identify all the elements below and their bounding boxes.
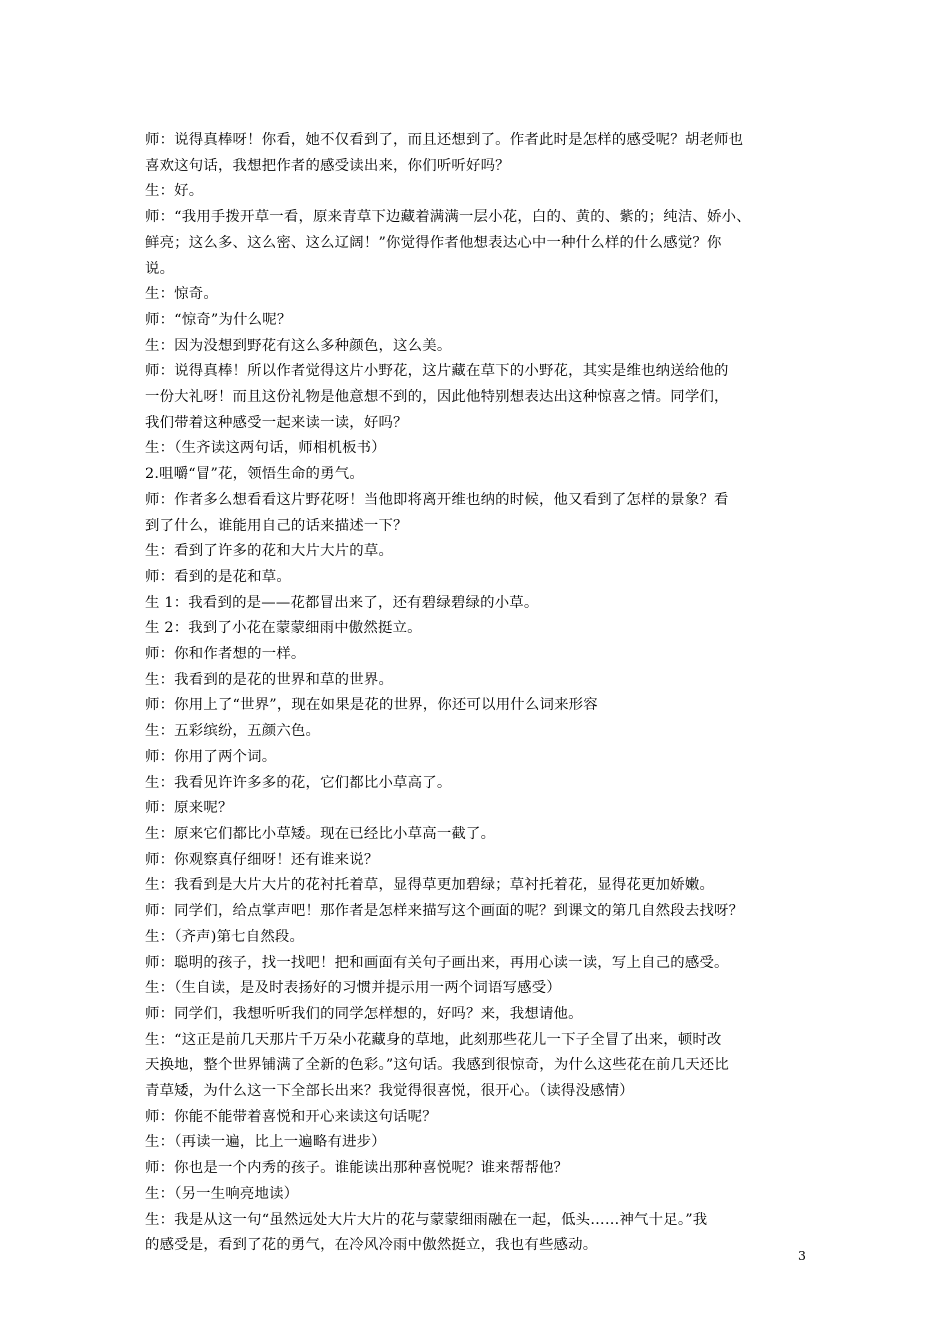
- text-line: 生：（齐声)第七自然段。: [145, 928, 305, 945]
- text-line: 生：我看见许许多多的花，它们都比小草高了。: [145, 774, 452, 791]
- text-line: 说。: [145, 260, 175, 277]
- text-line: 天换地，整个世界铺满了全新的色彩。”这句话。我感到很惊奇，为什么这些花在前几天还比: [145, 1057, 729, 1074]
- text-line: 生：看到了许多的花和大片大片的草。: [145, 543, 394, 560]
- text-line: 生 1：我看到的是——花都冒出来了，还有碧绿碧绿的小草。: [145, 594, 539, 611]
- text-line: 生：（另一生响亮地读）: [145, 1185, 299, 1202]
- text-line: 生：惊奇。: [145, 286, 218, 303]
- text-line: 2.咀嚼“冒”花，领悟生命的勇气。: [145, 466, 364, 483]
- text-line: 师：同学们，给点掌声吧！那作者是怎样来描写这个画面的呢？到课文的第几自然段去找呀？: [145, 903, 744, 920]
- text-line: 师：说得真棒呀！你看，她不仅看到了，而且还想到了。作者此时是怎样的感受呢？胡老师也: [145, 132, 744, 148]
- text-line: 生：五彩缤纷，五颜六色。: [145, 723, 321, 740]
- text-line: 师：你能不能带着喜悦和开心来读这句话呢？: [145, 1108, 437, 1125]
- text-line: 师：看到的是花和草。: [145, 568, 291, 585]
- text-line: 青草矮，为什么这一下全部长出来？我觉得很喜悦，很开心。（读得没感情）: [145, 1083, 634, 1100]
- page-number: 3: [798, 1248, 806, 1263]
- text-line: 的感受是，看到了花的勇气，在冷风冷雨中傲然挺立，我也有些感动。: [145, 1237, 598, 1254]
- text-line: 师：原来呢？: [145, 800, 233, 817]
- text-line: 师：你用上了“世界”，现在如果是花的世界，你还可以用什么词来形容: [145, 697, 598, 714]
- text-line: 师：聪明的孩子，找一找吧！把和画面有关句子画出来，再用心读一读，写上自己的感受。: [145, 954, 729, 971]
- text-line: 师：你用了两个词。: [145, 748, 277, 765]
- text-line: 生：好。: [145, 183, 204, 200]
- text-line: 师：你观察真仔细呀！还有谁来说？: [145, 851, 379, 868]
- text-line: 生：我看到是大片大片的花衬托着草，显得草更加碧绿；草衬托着花，显得花更加娇嫩。: [145, 877, 715, 894]
- text-line: 生：原来它们都比小草矮。现在已经比小草高一截了。: [145, 825, 496, 842]
- text-line: 生：（再读一遍，比上一遍略有进步）: [145, 1134, 386, 1151]
- text-line: 师：同学们，我想听听我们的同学怎样想的，好吗？来，我想请他。: [145, 1005, 583, 1022]
- text-line: 生：我是从这一句“虽然远处大片大片的花与蒙蒙细雨融在一起，低头……神气十足。”我: [145, 1211, 708, 1228]
- text-line: 生：（生齐读这两句话，师相机板书）: [145, 440, 386, 457]
- text-line: 师：说得真棒！所以作者觉得这片小野花，这片藏在草下的小野花，其实是维也纳送给他的: [145, 363, 729, 380]
- text-line: 鲜亮；这么多、这么密、这么辽阔！”你觉得作者他想表达心中一种什么样的什么感觉？你: [145, 234, 722, 251]
- text-line: 师：“我用手拨开草一看，原来青草下边藏着满满一层小花，白的、黄的、紫的；纯洁、娇小、: [145, 209, 751, 226]
- text-line: 生：我看到的是花的世界和草的世界。: [145, 671, 394, 688]
- text-line: 生：（生自读，是及时表扬好的习惯并提示用一两个词语写感受）: [145, 980, 561, 997]
- text-line: 一份大礼呀！而且这份礼物是他意想不到的，因此他特别想表达出这种惊喜之情。同学们，: [145, 389, 729, 406]
- text-line: 生 2：我到了小花在蒙蒙细雨中傲然挺立。: [145, 620, 422, 637]
- text-line: 生：因为没想到野花有这么多种颜色，这么美。: [145, 337, 452, 354]
- text-line: 师：“惊奇”为什么呢？: [145, 311, 292, 328]
- text-line: 生：“这正是前几天那片千万朵小花藏身的草地，此刻那些花儿一下子全冒了出来，顿时改: [145, 1031, 722, 1048]
- document-body: [145, 128, 817, 1259]
- text-line: 师：你和作者想的一样。: [145, 646, 306, 663]
- text-line: 到了什么，谁能用自己的话来描述一下？: [145, 517, 408, 534]
- text-line: 师：你也是一个内秀的孩子。谁能读出那种喜悦呢？谁来帮帮他？: [145, 1160, 569, 1177]
- text-line: 我们带着这种感受一起来读一读，好吗？: [145, 414, 408, 431]
- text-line: 师：作者多么想看看这片野花呀！当他即将离开维也纳的时候，他又看到了怎样的景象？看: [145, 491, 729, 508]
- text-line: 喜欢这句话，我想把作者的感受读出来，你们听听好吗？: [145, 157, 510, 174]
